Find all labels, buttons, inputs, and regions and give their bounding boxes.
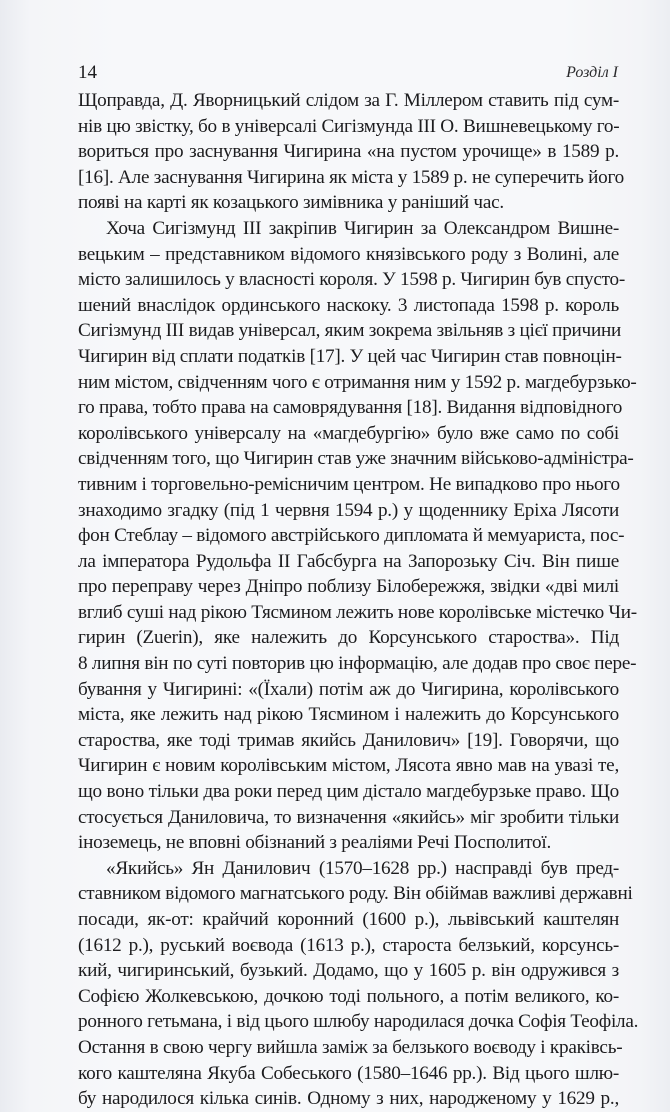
running-head [78,60,618,86]
text-line: появі на карті як козацького зимівника у раніший час. [78,192,504,214]
text-line: ла імператора Рудольфа II Габсбурга на Запорозьку Січ. Він пише [78,550,619,572]
text-line: Сигізмунд III видав універсал, яким зокрема звільняв з цієї причини [78,320,622,342]
text-line: вглиб суші над рікою Тясмином лежить нове королівське містечко Чи- [78,601,637,623]
page-number: 14 [78,62,97,83]
text-line: 8 липня він по суті повторив цю інформацію, але додав про своє пере- [78,653,637,675]
text-line: ним містом, свідченням чого є отримання ним у 1592 р. магдебурзько- [78,371,637,393]
text-line: знаходимо згадку (під 1 червня 1594 р.) у щоденнику Еріха Лясоти [78,499,619,521]
text-line: міста, яке лежить над рікою Тясмином і належить до Корсунського [78,704,619,726]
text-line: шений внаслідок ординського наскоку. 3 листопада 1598 р. король [78,294,619,316]
text-line: бу народилося кілька синів. Одному з них, народженому у 1629 р., [78,1088,619,1110]
text-line: бування у Чигирині: «(Їхали) потім аж до Чигирина, королівського [78,678,619,700]
text-line: нів цю звістку, бо в універсалі Сигізмунда III О. Вишневецькому го- [78,115,620,137]
text-line: королівського універсалу на «магдебургію» було вже само по собі [78,422,619,444]
text-line: посади, як-от: крайчий коронний (1600 р.), львівський каштелян [78,909,619,930]
text-line: Чигирин від сплати податків [17]. У цей час Чигирин став повноцін- [78,345,622,367]
chapter-label: Розділ I [566,64,618,81]
text-line: кий, чигиринський, бузький. Додамо, що у 1605 р. він одружився з [78,960,619,982]
text-line: тивним і торговельно-ремісничим центром. Не випадково про нього [78,473,620,495]
text-line: гирин (Zuerin), яке належить до Корсунського староства». Під [78,627,619,649]
text-line: Хоча Сигізмунд III закріпив Чигирин за Олександром Вишне- [106,217,619,239]
text-line: Чигирин є новим королівським містом, Лясота явно мав на увазі те, [78,755,619,777]
text-line: місто залишилось у власності короля. У 1598 р. Чигирин був спусто- [78,269,625,291]
text-line: іноземець, не вповні обізнаний з реаліями Речі Посполитої. [78,832,552,854]
text-line: про переправу через Дніпро поблизу Білобережжя, звідки «дві милі [78,576,619,598]
text-line: стосується Даниловича, то визначення «якийсь» міг зробити тільки [78,806,619,828]
text-line: (1612 р.), руський воєвода (1613 р.), староста белзький, корсунсь- [78,934,619,956]
text-line: [16]. Але заснування Чигирина як міста у 1589 р. не суперечить його [78,166,625,188]
text-line: Софією Жолкевською, дочкою тоді польного, а потім великого, ко- [78,985,619,1007]
text-line: ронного гетьмана, і від цього шлюбу народилася дочка Софія Теофіла. [78,1011,639,1033]
text-line: ставником відомого магнатського роду. Він обіймав важливі державні [78,883,633,905]
text-line: вориться про заснування Чигирина «на пустом урочище» в 1589 р. [78,141,619,163]
text-line: «Якийсь» Ян Данилович (1570–1628 рр.) насправді був пред- [106,857,619,879]
text-line: свідченням того, що Чигирин став уже значним військово-адміністра- [78,448,634,470]
text-line: Щоправда, Д. Яворницький слідом за Г. Міллером ставить під сум- [78,90,619,111]
text-line: староства, яке тоді тримав якийсь Данилович» [19]. Говорячи, що [78,729,619,751]
text-line: Остання в свою чергу вийшла заміж за белзького воєводу і краківсь- [78,1036,623,1058]
text-line: вецьким – представником відомого князівського роду з Волині, але [78,243,619,265]
text-line: кого каштеляна Якуба Собеського (1580–1646 рр.). Від цього шлю- [78,1062,619,1084]
text-line: го права, тобто права на самоврядування [18]. Видання відповідного [78,397,623,419]
body-text [78,88,639,1112]
text-line: що воно тільки два роки перед цим дістало магдебурзьке право. Що [78,781,619,803]
text-line: фон Стеблау – відомого австрійського дипломата й мемуариста, пос- [78,525,625,547]
